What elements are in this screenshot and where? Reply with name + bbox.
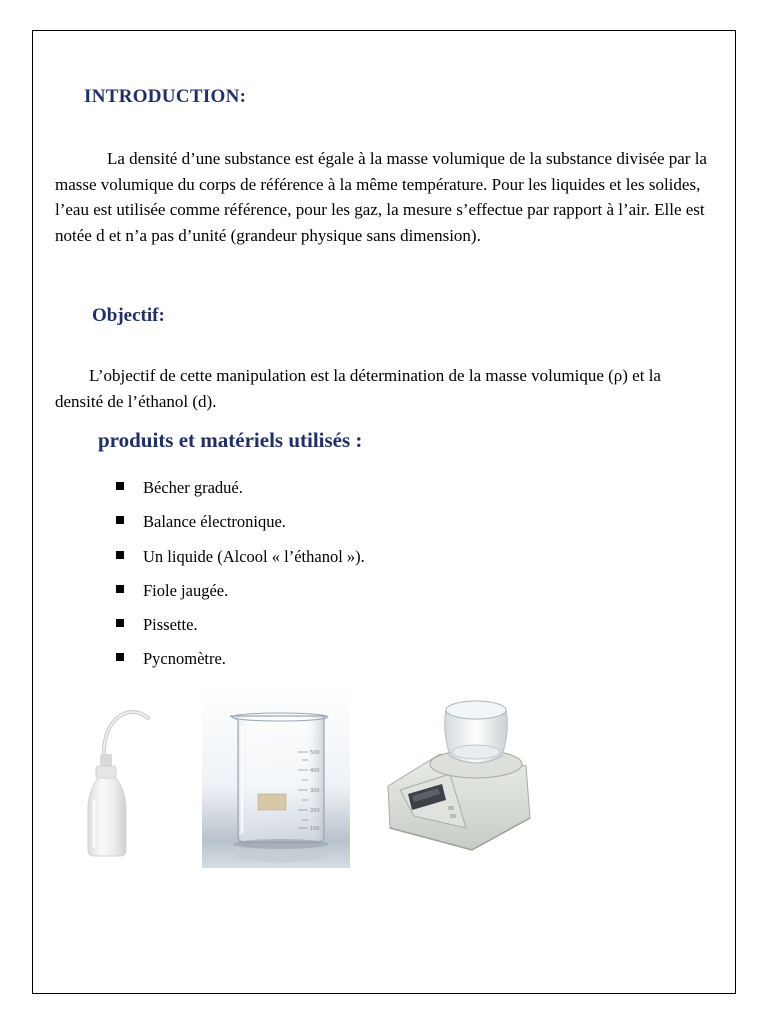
list-item — [112, 613, 365, 647]
materials-heading: produits et matériels utilisés : — [98, 428, 363, 452]
list-item — [112, 510, 365, 544]
list-item-label: Un liquide (Alcool « l’éthanol »). — [143, 546, 365, 566]
graduated-beaker-image — [202, 686, 350, 868]
objectif-heading: Objectif: — [92, 305, 165, 326]
beaker-scale-label: 300 — [310, 788, 320, 794]
introduction-heading: INTRODUCTION: — [84, 86, 247, 107]
introduction-text: La densité d’une substance est égale à la masse volumique de la substance divisée par la masse volumique du corps de référence à la même température. Pour les liquides et les solides, l’eau est utilisée comme référence, pour les gaz, la mesure s’effectue par rapport à l’air. Elle est notée d et n’a pas d’unité (grandeur physique sans dimension). — [55, 149, 707, 245]
square-bullet-icon — [116, 619, 124, 627]
square-bullet-icon — [116, 653, 124, 661]
electronic-balance-image — [380, 690, 540, 860]
objectif-text: L’objectif de cette manipulation est la détermination de la masse volumique (ρ) et la densité de l’éthanol (d). — [55, 366, 661, 411]
objectif-paragraph — [55, 363, 705, 414]
list-item-label: Fiole jaugée. — [143, 580, 229, 600]
wash-bottle-image — [80, 700, 170, 860]
list-item — [112, 545, 365, 579]
list-item-label: Balance électronique. — [143, 512, 286, 532]
square-bullet-icon — [116, 585, 124, 593]
square-bullet-icon — [116, 516, 124, 524]
list-item-label: Bécher gradué. — [143, 478, 243, 497]
beaker-scale-label: 200 — [310, 808, 320, 814]
square-bullet-icon — [116, 482, 124, 490]
list-item — [112, 579, 365, 613]
beaker-scale-label: 400 — [310, 768, 320, 774]
beaker-scale-label: 100 — [310, 826, 320, 832]
list-item-label: Pissette. — [143, 615, 198, 635]
beaker-scale-label: 500 — [310, 750, 320, 756]
materials-list — [112, 476, 365, 682]
square-bullet-icon — [116, 551, 124, 559]
list-item-label: Pycnomètre. — [143, 649, 226, 669]
introduction-paragraph — [55, 146, 713, 248]
list-item — [112, 647, 365, 681]
list-item — [112, 476, 365, 510]
